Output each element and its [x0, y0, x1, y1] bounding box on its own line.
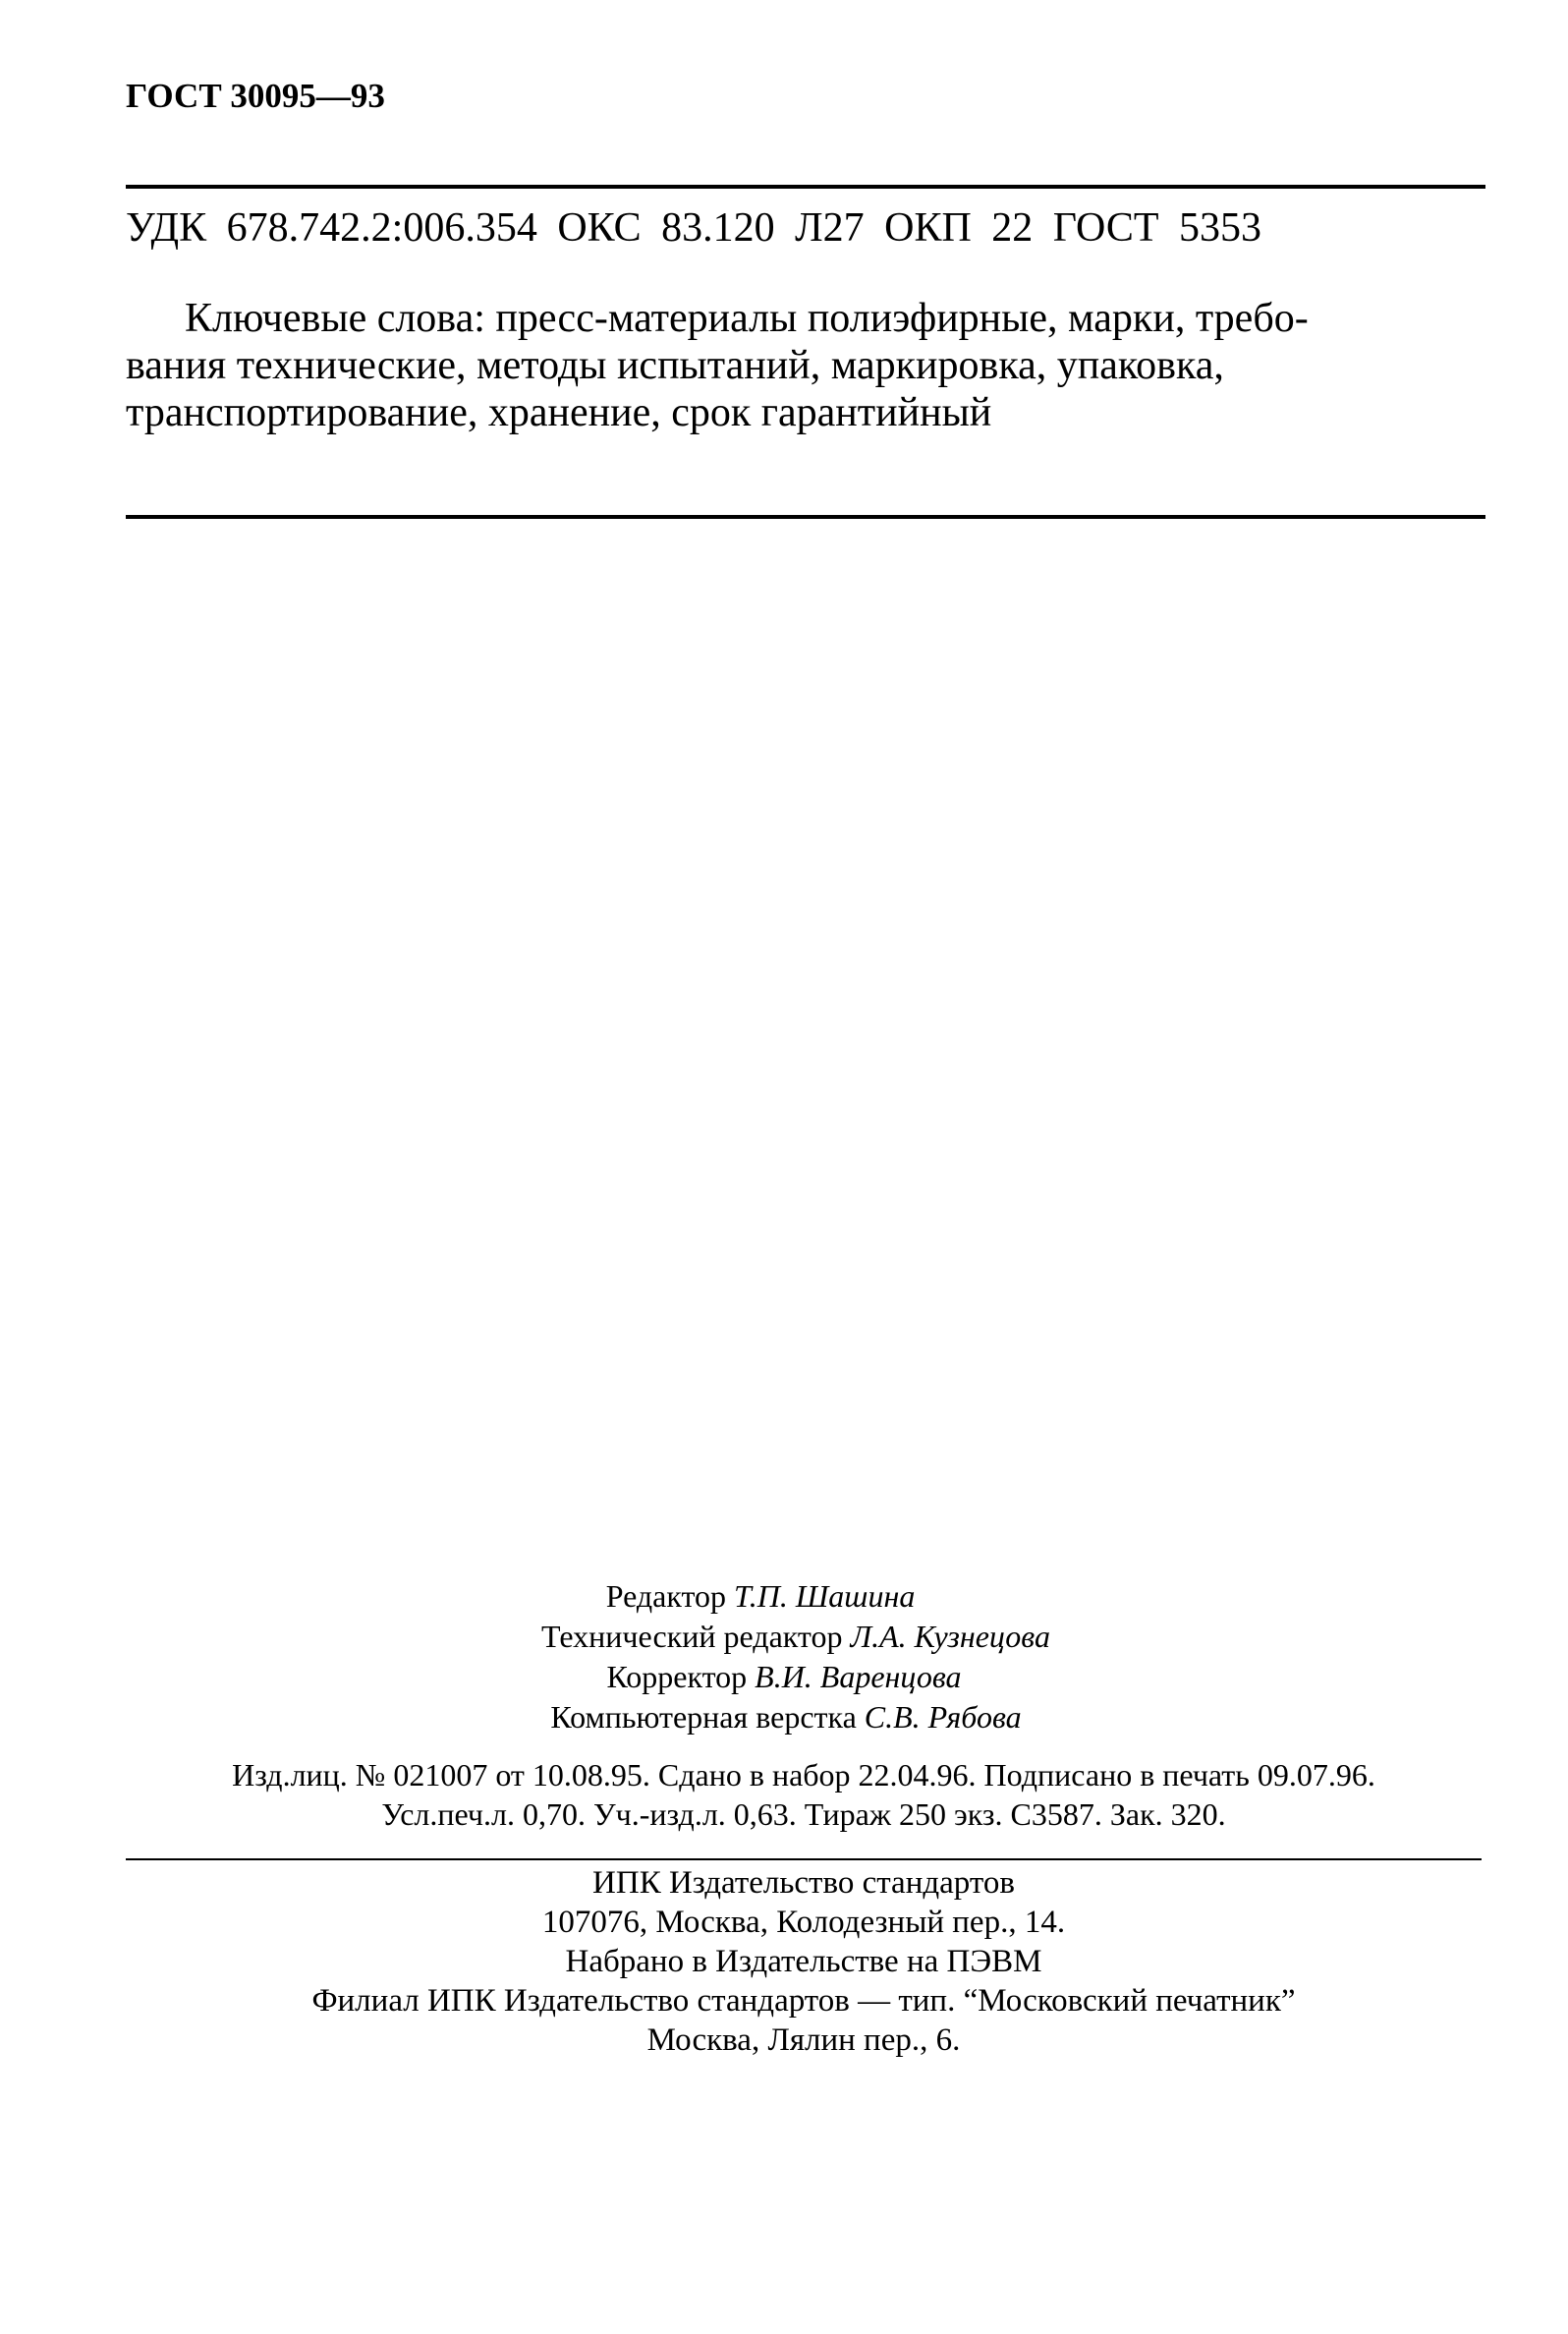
credit-editor-role: Редактор [605, 1578, 727, 1614]
imprint-address: 107076, Москва, Колодезный пер., 14. [541, 1905, 1066, 1940]
imprint-block [126, 1863, 1482, 2060]
publication-line-1: Изд.лиц. № 021007 от 10.08.95. Сдано в набор 22.04.96. Подписано в печать 09.07.96. [232, 1757, 1375, 1793]
credit-layout-name: С.В. Рябова [864, 1699, 1022, 1735]
classification-codes: УДК 678.742.2:006.354 ОКС 83.120 Л27 ОКП 22 ГОСТ 5353 [126, 205, 1262, 251]
credit-editor [0, 1576, 1544, 1617]
keywords-line-2: вания технические, методы испытаний, маркировка, упаковка, [126, 343, 1224, 388]
publication-line-2: Усл.печ.л. 0,70. Уч.-изд.л. 0,63. Тираж 250 экз. С3587. Зак. 320. [381, 1796, 1226, 1832]
keywords-line-3: транспортирование, хранение, срок гарантийный [126, 390, 992, 435]
credit-corrector [0, 1657, 1568, 1697]
credit-layout [2, 1697, 1568, 1737]
credit-corrector-name: В.И. Варенцова [755, 1659, 962, 1694]
document-header-code: ГОСТ 30095—93 [126, 77, 385, 115]
top-divider [126, 185, 1485, 189]
publication-info [126, 1755, 1482, 1834]
credit-tech-editor-name: Л.А. Кузнецова [850, 1619, 1050, 1654]
keywords-divider [126, 515, 1485, 519]
imprint-divider [126, 1858, 1482, 1860]
imprint-branch-address: Москва, Лялин пер., 6. [646, 2022, 961, 2058]
imprint-branch: Филиал ИПК Издательство стандартов — тип. “Московский печатник” [311, 1983, 1296, 2019]
credit-tech-editor-role: Технический редактор [541, 1619, 843, 1654]
imprint-typeset: Набрано в Издательстве на ПЭВМ [565, 1944, 1042, 1979]
credit-tech-editor [12, 1617, 1568, 1657]
credit-layout-role: Компьютерная верстка [550, 1699, 857, 1735]
credit-editor-name: Т.П. Шашина [734, 1578, 916, 1614]
keywords-block [126, 295, 1484, 436]
credit-corrector-role: Корректор [606, 1659, 748, 1694]
imprint-publisher: ИПК Издательство стандартов [592, 1865, 1015, 1901]
keywords-line-1: Ключевые слова: пресс-материалы полиэфирные, марки, требо- [185, 296, 1309, 341]
credits-block [0, 1576, 1568, 1737]
